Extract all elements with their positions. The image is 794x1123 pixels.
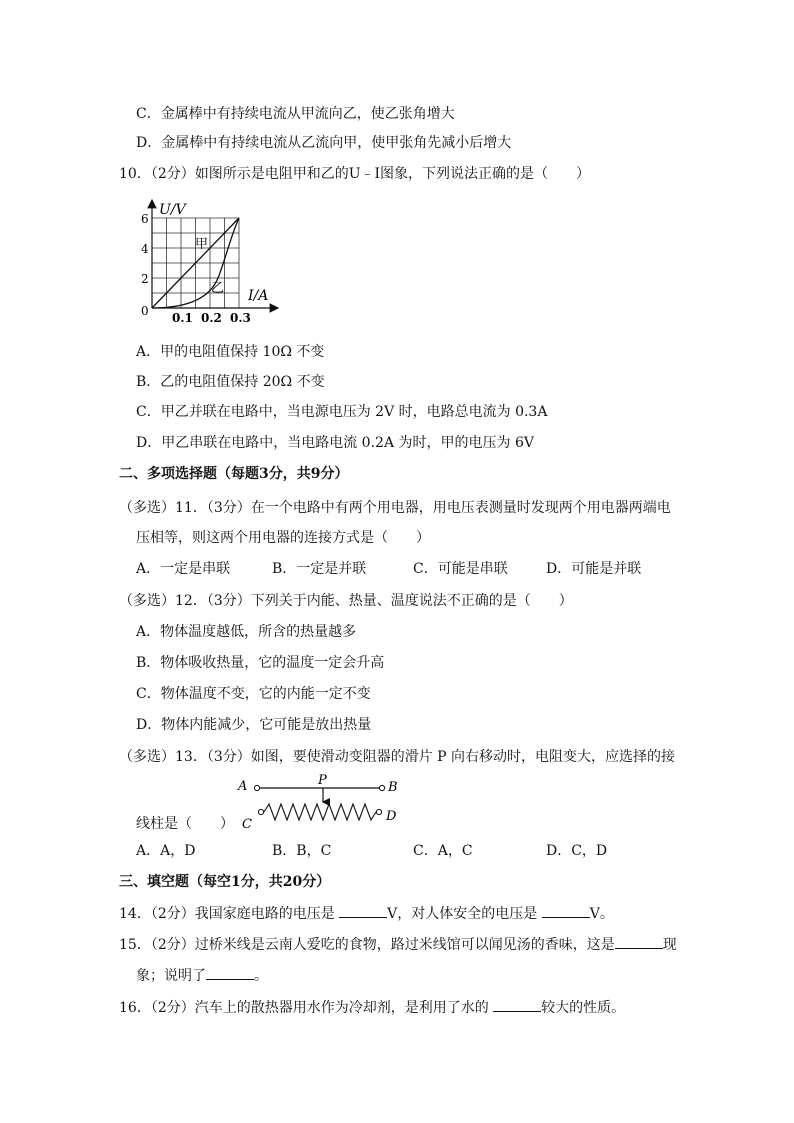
q10-stem: 10．（2分）如图所示是电阻甲和乙的U﹣I图象，下列说法正确的是（ ） <box>119 166 591 182</box>
q12-option-b: B．物体吸收热量，它的温度一定会升高 <box>136 655 385 671</box>
q13-stem-line1: （多选）13．（3分）如图，要使滑动变阻器的滑片 P 向右移动时，电阻变大，应选择的接 <box>119 749 676 765</box>
label-yi: 乙 <box>211 281 225 296</box>
q14-blank-2[interactable] <box>542 903 590 918</box>
q13-option-d: D．C，D <box>546 843 608 859</box>
ui-graph <box>128 194 288 328</box>
q14-text-1: 14．（2分）我国家庭电路的电压是 <box>119 906 340 922</box>
x-tick-0.2: 0.2 <box>201 311 222 325</box>
q10-option-a: A．甲的电阻值保持 10Ω 不变 <box>136 344 325 360</box>
q9-option-d: D．金属棒中有持续电流从乙流向甲，使甲张角先减小后增大 <box>136 135 512 151</box>
q15-blank-2[interactable] <box>206 965 254 980</box>
q15-text-4: 。 <box>254 968 268 984</box>
q9-option-c: C．金属棒中有持续电流从甲流向乙，使乙张角增大 <box>136 106 455 122</box>
q13-stem-line2: 线柱是（ ） <box>136 816 234 832</box>
q16-line <box>119 997 625 1018</box>
q11-option-a: A．一定是串联 <box>136 561 231 577</box>
q11-option-d: D．可能是并联 <box>546 561 642 577</box>
q11-stem-line2: 压相等，则这两个用电器的连接方式是（ ） <box>136 530 430 546</box>
q14-text-3: V。 <box>589 906 614 922</box>
rheostat-figure <box>234 772 404 832</box>
y-tick-2: 2 <box>141 272 149 286</box>
label-d: D <box>386 809 397 824</box>
q16-blank-1[interactable] <box>493 997 541 1012</box>
x-tick-0.3: 0.3 <box>230 311 251 325</box>
q12-option-d: D．物体内能减少，它可能是放出热量 <box>136 717 372 733</box>
q11-stem-line1: （多选）11．（3分）在一个电路中有两个用电器，用电压表测量时发现两个用电器两端电 <box>119 500 671 516</box>
terminal-d <box>376 809 381 814</box>
label-c: C <box>242 817 252 832</box>
q13-option-b: B．B，C <box>272 843 332 859</box>
q14-text-2: V，对人体安全的电压是 <box>387 906 542 922</box>
q16-text-1: 16．（2分）汽车上的散热器用水作为冷却剂，是利用了水的 <box>119 1000 494 1016</box>
x-axis-label: I/A <box>248 288 269 304</box>
q10-option-d: D．甲乙串联在电路中，当电路电流 0.2A 为时，甲的电压为 6V <box>136 435 534 451</box>
q15-text-3: 象；说明了 <box>136 968 206 984</box>
y-tick-0: 0 <box>141 304 149 318</box>
y-tick-6: 6 <box>141 212 149 226</box>
q13-option-a: A．A，D <box>136 843 196 859</box>
section-2-title: 二、多项选择题（每题3分，共9分） <box>119 466 349 482</box>
q15-text-1: 15．（2分）过桥米线是云南人爱吃的食物，路过米线馆可以闻见汤的香味，这是 <box>119 937 615 953</box>
q15-blank-1[interactable] <box>615 934 663 949</box>
label-a: A <box>238 779 248 794</box>
q11-option-c: C．可能是串联 <box>413 561 508 577</box>
resistance-wire <box>264 804 376 820</box>
q13-option-c: C．A，C <box>413 843 473 859</box>
terminal-a <box>254 785 259 790</box>
y-axis-label: U/V <box>159 202 186 218</box>
terminal-c <box>258 809 263 814</box>
q10-option-c: C．甲乙并联在电路中，当电源电压为 2V 时，电路总电流为 0.3A <box>136 404 548 420</box>
q10-option-b: B．乙的电阻值保持 20Ω 不变 <box>136 374 325 390</box>
q14-blank-1[interactable] <box>339 903 387 918</box>
q14-line <box>119 903 614 924</box>
q16-text-2: 较大的性质。 <box>541 1000 626 1016</box>
q12-stem: （多选）12．（3分）下列关于内能、热量、温度说法不正确的是（ ） <box>119 593 573 609</box>
q15-text-2: 现 <box>662 937 677 953</box>
label-p: P <box>318 773 327 788</box>
q11-option-b: B．一定是并联 <box>272 561 367 577</box>
q15-line2 <box>136 965 268 986</box>
y-tick-4: 4 <box>141 242 149 256</box>
q15-line1 <box>119 934 677 955</box>
section-3-title: 三、填空题（每空1分，共20分） <box>119 874 331 890</box>
label-jia: 甲 <box>195 237 209 252</box>
q12-option-a: A．物体温度越低，所含的热量越多 <box>136 624 357 640</box>
label-b: B <box>388 780 398 795</box>
x-tick-0.1: 0.1 <box>172 311 193 325</box>
q12-option-c: C．物体温度不变，它的内能一定不变 <box>136 686 371 702</box>
terminal-b <box>379 785 384 790</box>
